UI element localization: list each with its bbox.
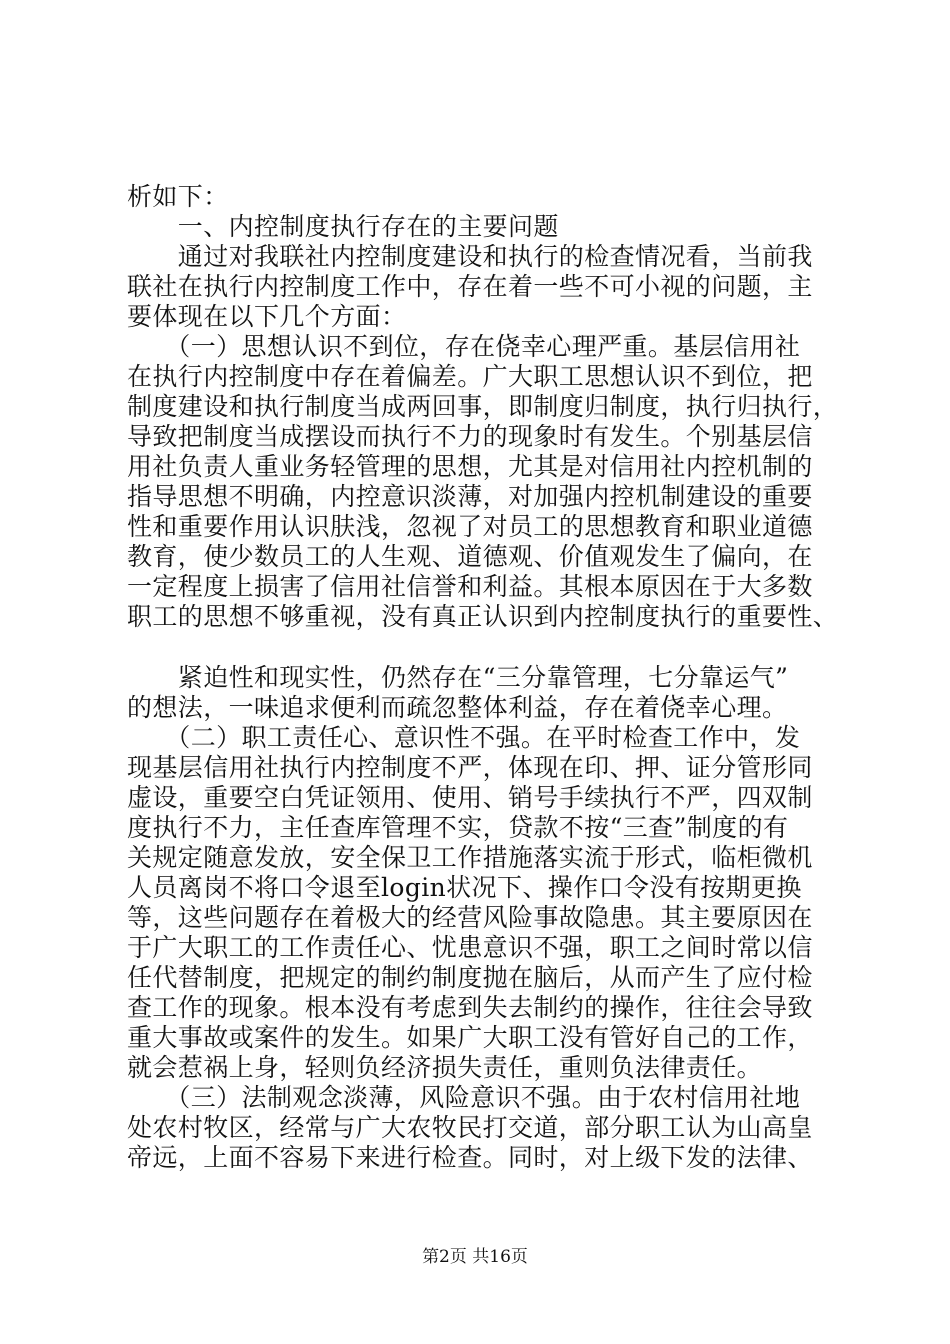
text-line: 重大事故或案件的发生。如果广大职工没有管好自己的工作， <box>127 1023 813 1052</box>
text-line: 职工的思想不够重视，没有真正认识到内控制度执行的重要性、 <box>127 602 839 631</box>
text-line: 处农村牧区，经常与广大农牧民打交道，部分职工认为山高皇 <box>127 1113 813 1142</box>
text-line: 紧迫性和现实性，仍然存在“三分靠管理，七分靠运气” <box>127 663 789 692</box>
text-line: 帝远，上面不容易下来进行检查。同时，对上级下发的法律、 <box>127 1143 813 1172</box>
text-line: 用社负责人重业务轻管理的思想，尤其是对信用社内控机制的 <box>127 452 813 481</box>
page-footer: 第2页 共16页 <box>422 1247 528 1267</box>
text-line: （二）职工责任心、意识性不强。在平时检查工作中，发 <box>127 723 801 752</box>
text-line: 一、内控制度执行存在的主要问题 <box>127 212 559 241</box>
text-line: 就会惹祸上身，轻则负经济损失责任，重则负法律责任。 <box>127 1053 763 1082</box>
text-line: 析如下： <box>127 182 229 211</box>
text-line: 指导思想不明确，内控意识淡薄，对加强内控机制建设的重要 <box>127 482 813 511</box>
text-line: 人员离岗不将口令退至login状况下、操作口令没有按期更换 <box>127 873 802 902</box>
text-line: 虚设，重要空白凭证领用、使用、销号手续执行不严，四双制 <box>127 783 813 812</box>
text-line: （三）法制观念淡薄，风险意识不强。由于农村信用社地 <box>127 1083 801 1112</box>
text-line: 通过对我联社内控制度建设和执行的检查情况看，当前我 <box>127 242 813 271</box>
text-line: 现基层信用社执行内控制度不严，体现在印、押、证分管形同 <box>127 753 813 782</box>
text-line: 关规定随意发放，安全保卫工作措施落实流于形式，临柜微机 <box>127 843 813 872</box>
text-line: 联社在执行内控制度工作中，存在着一些不可小视的问题，主 <box>127 272 813 301</box>
text-line: 任代替制度，把规定的制约制度抛在脑后，从而产生了应付检 <box>127 963 813 992</box>
text-line: 性和重要作用认识肤浅，忽视了对员工的思想教育和职业道德 <box>127 512 813 541</box>
text-line: 度执行不力，主任查库管理不实，贷款不按“三查”制度的有 <box>127 813 789 842</box>
text-line: 在执行内控制度中存在着偏差。广大职工思想认识不到位，把 <box>127 362 813 391</box>
text-line: 一定程度上损害了信用社信誉和利益。其根本原因在于大多数 <box>127 572 813 601</box>
text-line: 查工作的现象。根本没有考虑到失去制约的操作，往往会导致 <box>127 993 813 1022</box>
text-line: 要体现在以下几个方面： <box>127 302 407 331</box>
text-line: 导致把制度当成摆设而执行不力的现象时有发生。个别基层信 <box>127 422 813 451</box>
text-line: 教育，使少数员工的人生观、道德观、价值观发生了偏向，在 <box>127 542 813 571</box>
text-line: 于广大职工的工作责任心、忧患意识不强，职工之间时常以信 <box>127 933 813 962</box>
text-line: 的想法，一味追求便利而疏忽整体利益，存在着侥幸心理。 <box>127 693 788 722</box>
text-line: 等，这些问题存在着极大的经营风险事故隐患。其主要原因在 <box>127 903 813 932</box>
text-line: （一）思想认识不到位，存在侥幸心理严重。基层信用社 <box>127 332 801 361</box>
text-line: 制度建设和执行制度当成两回事，即制度归制度，执行归执行， <box>127 392 839 421</box>
